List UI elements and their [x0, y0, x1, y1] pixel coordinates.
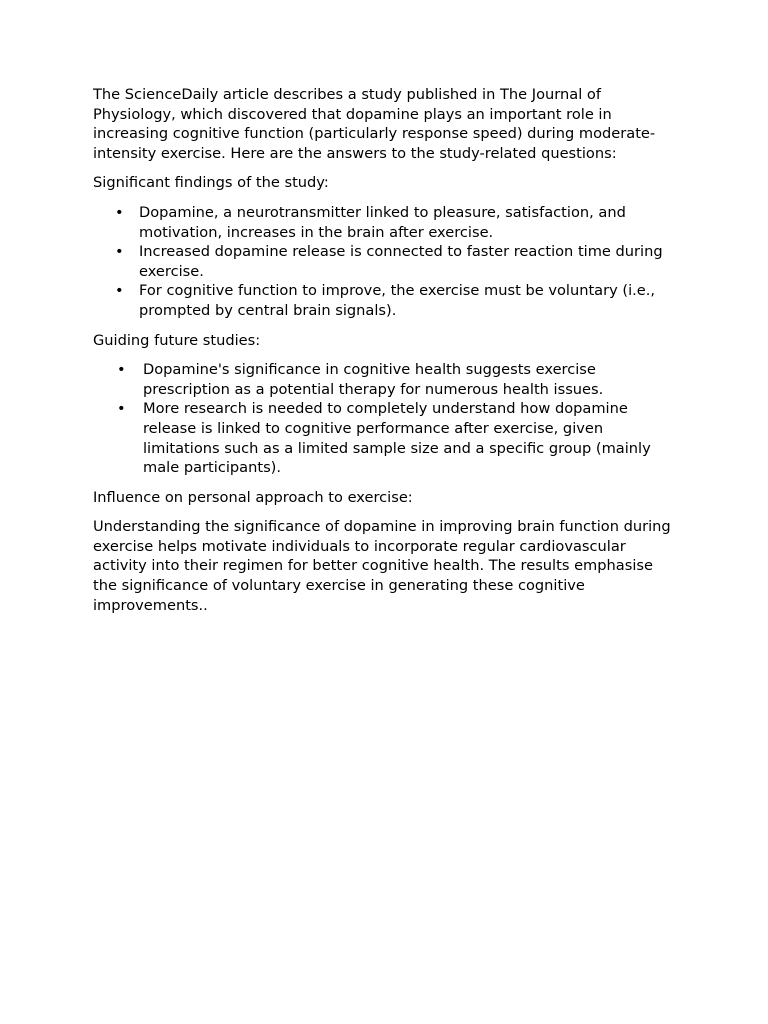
- bullet-icon: •: [115, 282, 124, 300]
- influence-paragraph: Understanding the significance of dopamine in improving brain function during exercise helps motivate individuals to incorporate regular cardiovascular activity into their regimen for better cognitive health. The results emphasise the significance of voluntary exercise in generating these cognitive improvements..: [93, 518, 671, 614]
- list-item-text: More research is needed to completely understand how dopamine release is linked to cognitive performance after exercise, given limitations such as a limited sample size and a specific group (mainly male participants).: [143, 400, 651, 477]
- future-studies-list: [93, 360, 673, 478]
- future-studies-heading: Guiding future studies:: [93, 331, 261, 349]
- bullet-icon: •: [115, 243, 124, 261]
- list-item: [93, 360, 673, 399]
- list-item-text: Dopamine's significance in cognitive health suggests exercise prescription as a potential therapy for numerous health issues.: [143, 361, 604, 398]
- intro-paragraph: The ScienceDaily article describes a study published in The Journal of Physiology, which discovered that dopamine plays an important role in increasing cognitive function (particularly response speed) during moderate-intensity exercise. Here are the answers to the study-related questions:: [93, 86, 656, 162]
- list-item-text: For cognitive function to improve, the exercise must be voluntary (i.e., prompted by central brain signals).: [139, 282, 656, 319]
- influence-heading: Influence on personal approach to exercise:: [93, 488, 413, 506]
- bullet-icon: •: [115, 203, 124, 221]
- findings-list: [93, 203, 673, 321]
- list-item-text: Increased dopamine release is connected to faster reaction time during exercise.: [139, 243, 663, 280]
- list-item: [93, 281, 673, 320]
- list-item: [93, 203, 673, 242]
- list-item: [93, 399, 673, 477]
- list-item: [93, 242, 673, 281]
- findings-heading: Significant findings of the study:: [93, 174, 329, 192]
- bullet-icon: •: [117, 400, 126, 418]
- list-item-text: Dopamine, a neurotransmitter linked to pleasure, satisfaction, and motivation, increases in the brain after exercise.: [139, 203, 626, 241]
- document-page: [93, 85, 673, 625]
- bullet-icon: •: [117, 361, 126, 379]
